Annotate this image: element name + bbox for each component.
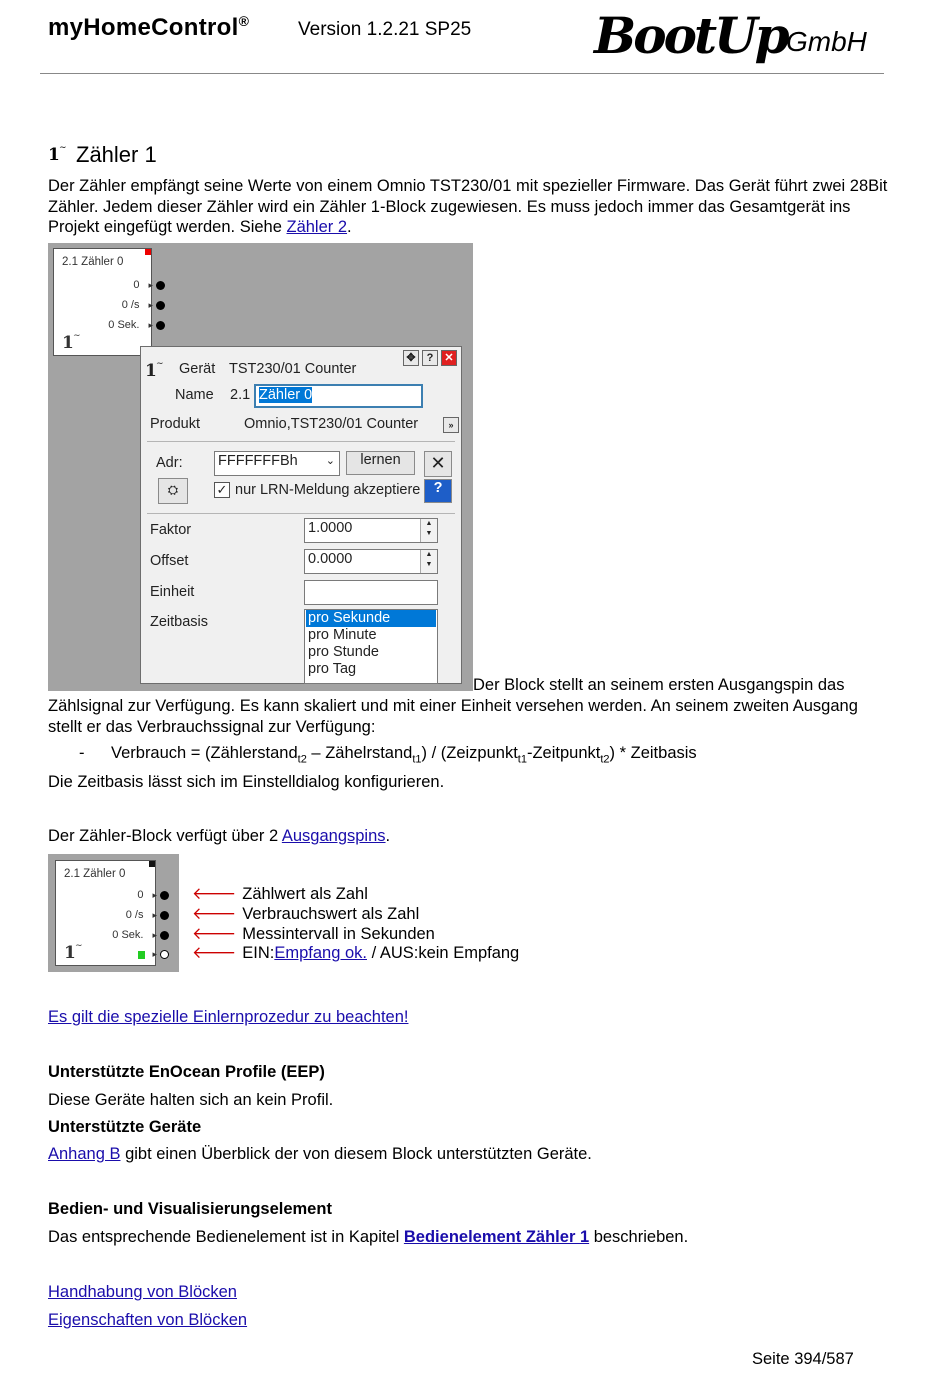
- dialog-separator-2: [147, 513, 455, 514]
- einheit-input[interactable]: [304, 580, 438, 605]
- link-empfang-ok[interactable]: Empfang ok.: [274, 944, 367, 962]
- arrow-left-icon: 🡐: [192, 885, 237, 903]
- block-corner-marker: [145, 249, 151, 255]
- zeitbasis-option[interactable]: pro Tag: [308, 661, 357, 677]
- settings-dialog: [140, 346, 462, 684]
- produkt-label: Produkt: [150, 416, 200, 432]
- header-divider: [40, 73, 884, 74]
- link-zaehler-2[interactable]: Zähler 2: [286, 218, 348, 236]
- block-title: 2.1 Zähler 0: [62, 256, 124, 268]
- offset-input[interactable]: 0.0000 ▲ ▼: [304, 549, 438, 574]
- counter-block-icon: 1 ∼: [48, 143, 67, 165]
- version-label: Version 1.2.21 SP25: [298, 19, 472, 40]
- link-einlernprozedur[interactable]: Es gilt die spezielle Einlernprozedur zu beachten!: [48, 1008, 409, 1026]
- teach-icon[interactable]: ⛭: [158, 478, 188, 504]
- lrn-label: nur LRN-Meldung akzeptiere: [235, 482, 421, 498]
- block-pins-screenshot: [48, 854, 179, 972]
- expand-icon[interactable]: »: [443, 417, 459, 433]
- counter-block[interactable]: [53, 248, 152, 356]
- faktor-input[interactable]: 1.0000 ▲ ▼: [304, 518, 438, 543]
- adr-label: Adr:: [156, 455, 183, 471]
- arrow-left-icon: 🡐: [192, 944, 237, 962]
- delete-icon[interactable]: ✕: [424, 451, 452, 477]
- desc-paragraph: Zählsignal zur Verfügung. Es kann skaliert und mit einer Einheit versehen werden. An seinem zweiten Ausgang stellt er das Verbrauchssignal zur Verfügung:: [48, 697, 858, 736]
- zeitbasis-option[interactable]: pro Sekunde: [306, 610, 436, 627]
- adr-select[interactable]: FFFFFFFBh ⌄: [214, 451, 340, 476]
- app-name: myHomeControl®: [48, 13, 250, 41]
- link-ausgangspins[interactable]: Ausgangspins: [281, 827, 386, 845]
- lrn-help-icon[interactable]: ?: [424, 479, 452, 503]
- link-bedienelement-zaehler-1[interactable]: Bedienelement Zähler 1: [403, 1228, 590, 1246]
- outputs-intro: Der Zähler-Block verfügt über 2 Ausgangspins.: [48, 827, 391, 845]
- output-pin-1[interactable]: 0 ▸: [137, 889, 169, 901]
- lrn-checkbox[interactable]: ✓: [214, 482, 230, 498]
- logo-main: BootUp: [594, 6, 787, 65]
- name-input[interactable]: Zähler 0: [254, 384, 423, 408]
- geraet-label: Gerät: [179, 361, 216, 377]
- arrow-left-icon: 🡐: [192, 925, 237, 943]
- bedien-paragraph: Das entsprechende Bedienelement ist in Kapitel Bedienelement Zähler 1 beschrieben.: [48, 1228, 689, 1246]
- block-icon: 1 ∼: [62, 331, 81, 353]
- link-handhabung[interactable]: Handhabung von Blöcken: [48, 1283, 237, 1301]
- desc-inline: Der Block stellt an seinem ersten Ausgangspin das: [473, 676, 845, 694]
- page-number: Seite 394/587: [752, 1350, 854, 1368]
- output-pin-2[interactable]: 0 /s ▸: [122, 299, 165, 311]
- output-pin-4[interactable]: ▸: [138, 949, 169, 960]
- intro-paragraph: Der Zähler empfängt seine Werte von einem Omnio TST230/01 mit spezieller Firmware. Das Gerät führt zwei 28Bit Zähler. Jedem dieser Zähler wird ein Zähler 1-Block zugewiesen. Es muss jedoch immer das Gesamtgerät ins Projekt eingefügt werden. Siehe Zähler 2.: [48, 177, 888, 236]
- zeitbasis-list[interactable]: [304, 609, 438, 684]
- pin-desc-1: 🡐 Zählwert als Zahl: [192, 885, 368, 903]
- logo-suffix: GmbH: [786, 26, 867, 57]
- anhang-paragraph: Anhang B gibt einen Überblick der von diesem Block unterstützten Geräte.: [48, 1145, 592, 1163]
- geraete-heading: Unterstützte Geräte: [48, 1118, 202, 1136]
- arrow-left-icon: 🡐: [192, 905, 237, 923]
- zeitbasis-option[interactable]: pro Stunde: [308, 644, 379, 660]
- faktor-label: Faktor: [150, 522, 192, 538]
- zeitbasis-label: Zeitbasis: [150, 614, 209, 630]
- block-icon: 1 ∼: [64, 941, 83, 963]
- pin-desc-2: 🡐 Verbrauchswert als Zahl: [192, 905, 420, 923]
- move-icon[interactable]: ✥: [403, 350, 419, 366]
- bedien-heading: Bedien- und Visualisierungselement: [48, 1200, 332, 1218]
- link-eigenschaften[interactable]: Eigenschaften von Blöcken: [48, 1311, 248, 1329]
- output-pin-3[interactable]: 0 Sek. ▸: [108, 319, 165, 331]
- config-note: Die Zeitbasis lässt sich im Einstelldialog konfigurieren.: [48, 773, 445, 791]
- link-anhang-b[interactable]: Anhang B: [48, 1145, 121, 1163]
- close-icon[interactable]: ✕: [441, 350, 457, 366]
- offset-spinner[interactable]: ▲ ▼: [420, 550, 437, 573]
- faktor-spinner[interactable]: ▲ ▼: [420, 519, 437, 542]
- eep-text: Diese Geräte halten sich an kein Profil.: [48, 1091, 334, 1109]
- name-label: Name: [175, 387, 214, 403]
- help-icon[interactable]: ?: [422, 350, 438, 366]
- lernen-button[interactable]: lernen: [346, 451, 415, 475]
- dialog-separator: [147, 441, 455, 442]
- geraet-value: TST230/01 Counter: [229, 361, 357, 377]
- block-screenshot: [48, 243, 473, 691]
- block-corner-marker: [149, 861, 155, 867]
- eep-heading: Unterstützte EnOcean Profile (EEP): [48, 1063, 325, 1081]
- einheit-label: Einheit: [150, 584, 195, 600]
- output-pin-3[interactable]: 0 Sek. ▸: [112, 929, 169, 941]
- offset-label: Offset: [150, 553, 189, 569]
- pin-desc-3: 🡐 Messintervall in Sekunden: [192, 925, 435, 943]
- block-title: 2.1 Zähler 0: [64, 868, 126, 880]
- bullet-dash: -: [79, 744, 85, 762]
- dialog-block-icon: 1 ∼: [145, 359, 164, 381]
- pin-desc-4: 🡐 EIN:Empfang ok. / AUS:kein Empfang: [192, 944, 520, 962]
- company-logo: [594, 8, 874, 66]
- name-prefix: 2.1: [230, 387, 251, 403]
- chevron-down-icon: ⌄: [325, 455, 335, 467]
- produkt-value: Omnio,TST230/01 Counter: [244, 416, 419, 432]
- output-pin-2[interactable]: 0 /s ▸: [126, 909, 169, 921]
- formula: Verbrauch = (Zählerstand$_{t2}$ – Zähelrstand$_{t1}$) / (Zeizpunkt$_{t1}$-Zeitpunkt$_{t2}$) * Zeitbasis: [111, 744, 697, 766]
- zeitbasis-option[interactable]: pro Minute: [308, 627, 377, 643]
- page-title-text: Zähler 1: [76, 142, 157, 167]
- output-pin-1[interactable]: 0 ▸: [133, 279, 165, 291]
- counter-block-small[interactable]: [55, 860, 156, 966]
- page-title: [48, 142, 157, 168]
